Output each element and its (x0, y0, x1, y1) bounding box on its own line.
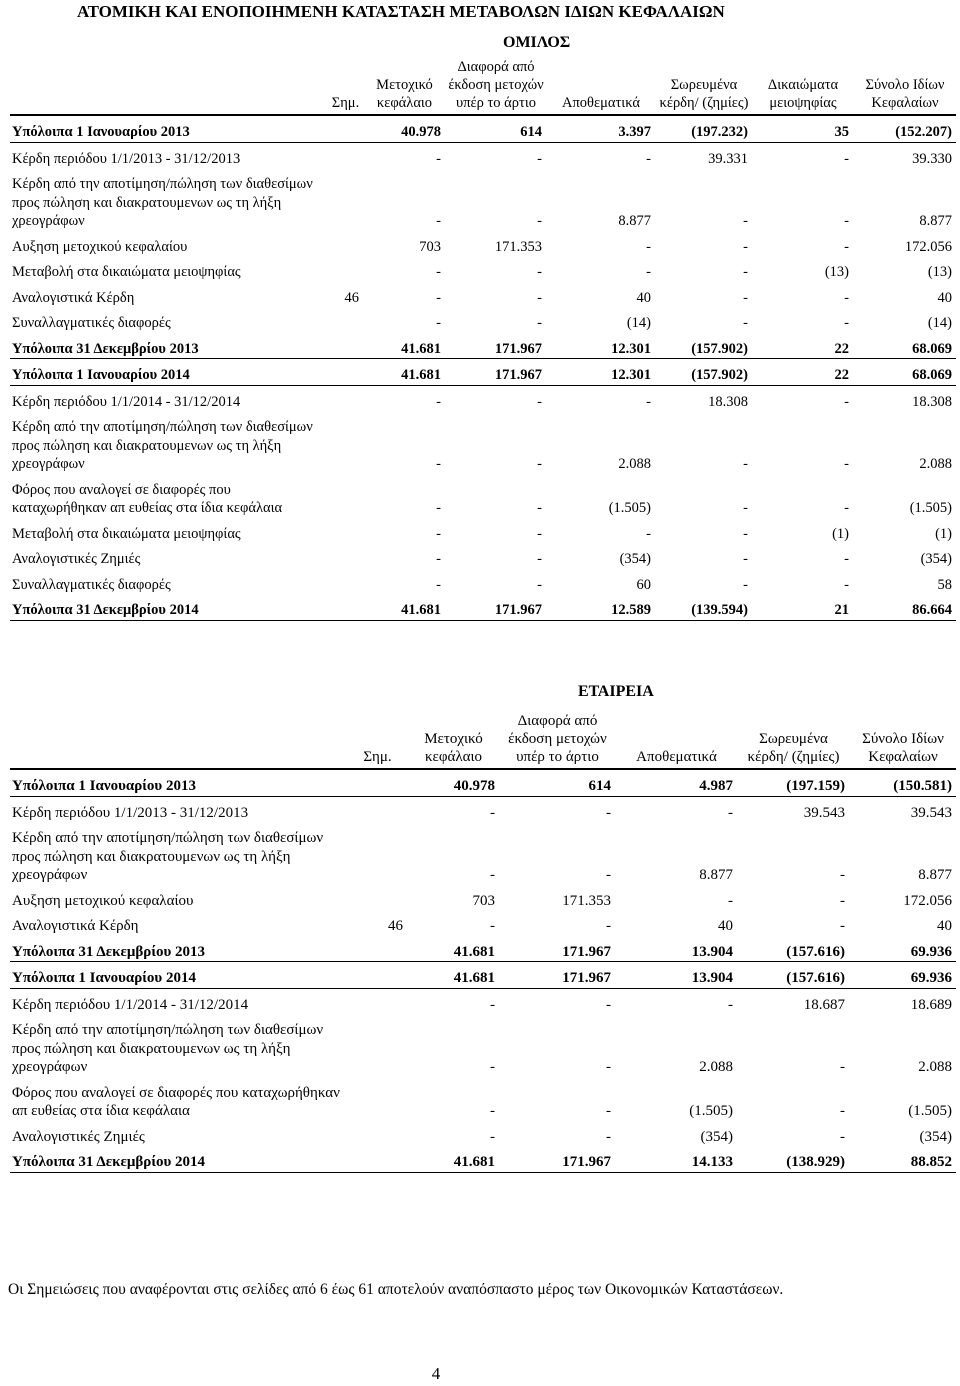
company-cell-value: 39.543 (910, 804, 952, 821)
group-cell-value: (157.902) (655, 333, 752, 359)
group-cell-value: 171.967 (445, 333, 546, 359)
company-cell-value: 2.088 (918, 1059, 952, 1075)
company-table-row (10, 796, 956, 822)
group-cell-value: - (537, 315, 542, 331)
company-row-label: Κέρδη από την αποτίμηση/πώληση των διαθεσίμων προς πώληση και διακρατουμενων ως τη λήξη χρεογράφων (12, 1022, 324, 1075)
company-cell-value: - (606, 996, 611, 1013)
group-cell-value: 172.056 (904, 238, 952, 255)
company-cell-value: - (606, 1103, 611, 1119)
company-row-note (347, 1146, 407, 1172)
company-table-row (10, 988, 956, 1014)
company-row-label: Υπόλοιπα 31 Δεκεμβρίου 2013 (10, 936, 347, 962)
group-row-note (327, 142, 363, 168)
group-cell-value: - (743, 264, 748, 280)
company-row-label: Κέρδη περιόδου 1/1/2014 - 31/12/2014 (12, 996, 249, 1013)
group-row-label: Αναλογιστικά Κέρδη (12, 289, 135, 306)
company-cell-value: 18.687 (803, 996, 845, 1013)
company-total-row (10, 962, 956, 989)
company-cell-value: - (840, 1103, 845, 1119)
company-cell-value: 88.852 (849, 1146, 956, 1172)
group-cell-value: - (436, 150, 441, 167)
group-table-row (10, 307, 956, 333)
company-cell-value: 4.987 (615, 769, 737, 796)
company-row-label: Υπόλοιπα 31 Δεκεμβρίου 2014 (10, 1146, 347, 1172)
company-cell-value: 41.681 (407, 962, 499, 989)
group-cell-value: - (537, 289, 542, 306)
company-table-row (10, 822, 956, 885)
group-cell-value: - (646, 264, 651, 280)
group-header-note: Σημ. (327, 58, 363, 115)
group-table-row (10, 231, 956, 257)
group-cell-value: (13) (824, 264, 849, 280)
company-row-note (347, 1077, 407, 1121)
group-header-total-equity: Σύνολο Ιδίων Κεφαλαίων (853, 58, 956, 115)
group-cell-value: 8.877 (919, 213, 952, 229)
company-cell-value: 171.967 (499, 936, 615, 962)
group-header-row (10, 58, 956, 115)
group-cell-value: 22 (752, 333, 853, 359)
group-cell-value: - (537, 150, 542, 167)
group-cell-value: 12.301 (546, 333, 655, 359)
company-table-row (10, 910, 956, 936)
group-row-note (327, 359, 363, 386)
group-cell-value: - (844, 576, 849, 593)
group-cell-value: 12.301 (546, 359, 655, 386)
company-cell-value: - (840, 1128, 845, 1145)
company-cell-value: - (490, 867, 495, 883)
company-row-label: Υπόλοιπα 1 Ιανουαρίου 2014 (10, 962, 347, 989)
group-row-label: Φόρος που αναλογεί σε διαφορές που καταχωρήθηκαν απ ευθείας στα ίδια κεφάλαια (12, 481, 283, 516)
company-table-body (10, 769, 956, 1172)
company-header-reserves: Αποθεματικά (615, 712, 737, 769)
group-table-row (10, 168, 956, 231)
group-row-label: Κέρδη από την αποτίμηση/πώληση των διαθεσίμων προς πώληση και διακρατουμενων ως τη λήξη χρεογράφων (12, 176, 313, 229)
company-total-row (10, 936, 956, 962)
group-cell-value: 40 (937, 289, 952, 306)
company-cell-value: - (728, 804, 733, 821)
company-row-note (347, 769, 407, 796)
company-cell-value: - (606, 1128, 611, 1145)
group-cell-value: - (743, 576, 748, 593)
group-cell-value: (14) (927, 315, 952, 331)
company-row-label: Φόρος που αναλογεί σε διαφορές που καταχωρήθηκαν απ ευθείας στα ίδια κεφάλαια (12, 1084, 340, 1119)
company-cell-value: (1.505) (908, 1103, 952, 1119)
company-cell-value: - (606, 867, 611, 883)
group-row-label: Αναλογιστικές Ζημιές (12, 551, 141, 567)
group-cell-value: 18.308 (708, 393, 748, 410)
company-cell-value: - (728, 996, 733, 1013)
company-cell-value: - (606, 804, 611, 821)
group-cell-value: (1) (935, 525, 952, 542)
group-row-label: Μεταβολή στα δικαιώματα μειοψηφίας (12, 525, 241, 542)
group-cell-value: - (646, 238, 651, 255)
group-cell-value: - (537, 264, 542, 280)
company-row-note (347, 962, 407, 989)
company-cell-value: 14.133 (615, 1146, 737, 1172)
group-cell-value: - (743, 551, 748, 567)
group-cell-value: - (537, 393, 542, 410)
company-cell-value: (354) (919, 1128, 952, 1145)
company-cell-value: 13.904 (615, 962, 737, 989)
group-header-reserves: Αποθεματικά (546, 58, 655, 115)
group-cell-value: - (743, 525, 748, 542)
company-cell-value: - (606, 918, 611, 934)
group-cell-value: 703 (419, 238, 441, 255)
group-cell-value: - (537, 525, 542, 542)
company-cell-value: - (840, 892, 845, 909)
group-cell-value: 3.397 (546, 115, 655, 142)
company-cell-value: (197.159) (737, 769, 849, 796)
company-header-label (10, 712, 347, 769)
group-row-note (327, 168, 363, 231)
company-cell-value: (354) (700, 1128, 733, 1145)
group-cell-value: 39.331 (708, 150, 748, 167)
company-row-note (347, 936, 407, 962)
company-cell-value: (157.616) (737, 936, 849, 962)
group-cell-value: (1.505) (608, 500, 651, 516)
company-cell-value: - (728, 892, 733, 909)
group-cell-value: - (844, 551, 849, 567)
company-cell-value: 41.681 (407, 936, 499, 962)
company-row-note: 46 (388, 918, 403, 934)
company-cell-value: - (490, 1128, 495, 1145)
company-cell-value: 69.936 (849, 936, 956, 962)
group-header-share-premium: Διαφορά από έκδοση μετοχών υπέρ το άρτιο (445, 58, 546, 115)
group-cell-value: - (537, 500, 542, 516)
group-row-note: 46 (344, 289, 359, 306)
group-cell-value: - (844, 456, 849, 472)
group-total-row (10, 594, 956, 620)
group-cell-value: - (436, 576, 441, 593)
group-table-body (10, 115, 956, 620)
company-row-label: Αυξηση μετοχικού κεφαλαίου (12, 892, 194, 909)
company-row-label: Κέρδη περιόδου 1/1/2013 - 31/12/2013 (12, 804, 249, 821)
company-row-note (347, 988, 407, 1014)
company-row-label: Αναλογιστικά Κέρδη (12, 918, 139, 934)
group-cell-value: 171.967 (445, 359, 546, 386)
company-cell-value: 40 (718, 918, 733, 934)
group-cell-value: - (844, 150, 849, 167)
company-cell-value: - (606, 1059, 611, 1075)
company-cell-value: - (840, 1059, 845, 1075)
group-cell-value: 171.967 (445, 594, 546, 620)
company-cell-value: 40 (937, 918, 952, 934)
group-row-note (327, 569, 363, 595)
company-cell-value: - (490, 1103, 495, 1119)
group-cell-value: (152.207) (853, 115, 956, 142)
company-cell-value: - (840, 867, 845, 883)
company-cell-value: - (840, 918, 845, 934)
group-cell-value: - (436, 456, 441, 472)
company-table-row (10, 1077, 956, 1121)
group-header-minority-interests: Δικαιώματα μειοψηφίας (752, 58, 853, 115)
company-total-row (10, 769, 956, 796)
group-row-note (327, 385, 363, 411)
page-title: ΑΤΟΜΙΚΗ ΚΑΙ ΕΝΟΠΟΙΗΜΕΝΗ ΚΑΤΑΣΤΑΣΗ ΜΕΤΑΒΟΛΩΝ ΙΔΙΩΝ ΚΕΦΑΛΑΙΩΝ (77, 2, 725, 21)
group-cell-value: - (436, 500, 441, 516)
group-cell-value: - (537, 551, 542, 567)
group-row-note (327, 307, 363, 333)
footnote: Οι Σημειώσεις που αναφέρονται στις σελίδες από 6 έως 61 αποτελούν αναπόσπαστο μέρος των Οικονομικών Καταστάσεων. (8, 1281, 784, 1298)
group-cell-value: - (743, 238, 748, 255)
group-cell-value: - (537, 213, 542, 229)
group-row-note (327, 115, 363, 142)
company-row-label: Υπόλοιπα 1 Ιανουαρίου 2013 (10, 769, 347, 796)
company-cell-value: 171.967 (499, 1146, 615, 1172)
group-row-label: Αυξηση μετοχικού κεφαλαίου (12, 238, 188, 255)
group-cell-value: - (844, 393, 849, 410)
group-row-note (327, 518, 363, 544)
group-cell-value: - (436, 551, 441, 567)
group-cell-value: (14) (626, 315, 651, 331)
company-cell-value: - (490, 996, 495, 1013)
group-row-note (327, 543, 363, 569)
company-cell-value: - (490, 804, 495, 821)
group-cell-value: - (743, 315, 748, 331)
group-row-note (327, 231, 363, 257)
group-cell-value: - (646, 525, 651, 542)
group-row-label: Υπόλοιπα 1 Ιανουαρίου 2014 (10, 359, 327, 386)
group-row-note (327, 256, 363, 282)
page-number: 4 (431, 1364, 441, 1383)
company-cell-value: 172.056 (903, 892, 952, 909)
group-table-row (10, 569, 956, 595)
company-cell-value: 703 (472, 892, 495, 909)
group-table-row (10, 142, 956, 168)
group-cell-value: 41.681 (363, 594, 445, 620)
company-cell-value: 2.088 (699, 1059, 733, 1075)
company-row-note (347, 796, 407, 822)
group-table-row (10, 518, 956, 544)
company-cell-value: 41.681 (407, 1146, 499, 1172)
group-cell-value: (354) (619, 551, 651, 567)
group-cell-value: 18.308 (912, 393, 952, 410)
group-cell-value: - (436, 264, 441, 280)
group-cell-value: - (844, 289, 849, 306)
group-header-share-capital: Μετοχικό κεφάλαιο (363, 58, 445, 115)
group-cell-value: - (436, 393, 441, 410)
group-cell-value: (13) (927, 264, 952, 280)
company-cell-value: 40.978 (407, 769, 499, 796)
company-header-share-capital: Μετοχικό κεφάλαιο (407, 712, 499, 769)
group-row-label: Υπόλοιπα 1 Ιανουαρίου 2013 (10, 115, 327, 142)
group-cell-value: 12.589 (546, 594, 655, 620)
group-cell-value: - (743, 456, 748, 472)
group-table-row (10, 474, 956, 518)
group-total-row (10, 115, 956, 142)
company-cell-value: (1.505) (689, 1103, 733, 1119)
group-cell-value: - (743, 213, 748, 229)
group-cell-value: 22 (752, 359, 853, 386)
group-cell-value: 2.088 (919, 456, 952, 472)
group-cell-value: 40 (636, 289, 651, 306)
group-cell-value: (1.505) (909, 500, 952, 516)
group-cell-value: (354) (920, 551, 952, 567)
group-cell-value: - (436, 315, 441, 331)
company-header-retained-earnings: Σωρευμένα κέρδη/ (ζημίες) (737, 712, 849, 769)
company-cell-value: - (490, 918, 495, 934)
group-cell-value: - (646, 150, 651, 167)
group-cell-value: 171.353 (494, 238, 542, 255)
company-cell-value: (157.616) (737, 962, 849, 989)
group-table-row (10, 411, 956, 474)
group-cell-value: 41.681 (363, 333, 445, 359)
group-cell-value: 68.069 (853, 333, 956, 359)
group-total-row (10, 359, 956, 386)
group-row-label: Μεταβολή στα δικαιώματα μειοψηφίας (12, 264, 241, 280)
group-row-label: Κέρδη περιόδου 1/1/2014 - 31/12/2014 (12, 393, 241, 410)
company-cell-value: 13.904 (615, 936, 737, 962)
company-row-note (347, 1014, 407, 1077)
company-table-row (10, 1121, 956, 1147)
group-cell-value: (197.232) (655, 115, 752, 142)
group-row-note (327, 333, 363, 359)
company-cell-value: 18.689 (910, 996, 952, 1013)
company-cell-value: 8.877 (918, 867, 952, 883)
group-cell-value: 86.664 (853, 594, 956, 620)
group-cell-value: - (743, 289, 748, 306)
company-cell-value: 69.936 (849, 962, 956, 989)
group-cell-value: (139.594) (655, 594, 752, 620)
group-cell-value: - (436, 525, 441, 542)
group-row-note (327, 594, 363, 620)
group-cell-value: 68.069 (853, 359, 956, 386)
company-cell-value: - (490, 1059, 495, 1075)
group-row-label: Κέρδη περιόδου 1/1/2013 - 31/12/2013 (12, 150, 241, 167)
group-cell-value: - (537, 456, 542, 472)
group-cell-value: - (436, 289, 441, 306)
company-header-row (10, 712, 956, 769)
company-equity-table (10, 712, 956, 1173)
group-cell-value: 614 (445, 115, 546, 142)
group-section-heading: ΟΜΙΛΟΣ (503, 34, 571, 51)
company-header-share-premium: Διαφορά από έκδοση μετοχών υπέρ το άρτιο (499, 712, 615, 769)
company-table-row (10, 885, 956, 911)
company-cell-value: 8.877 (699, 867, 733, 883)
group-row-label: Συναλλαγματικές διαφορές (12, 576, 171, 593)
group-table-row (10, 256, 956, 282)
group-cell-value: - (743, 500, 748, 516)
group-cell-value: - (436, 213, 441, 229)
group-cell-value: - (646, 393, 651, 410)
group-total-row (10, 333, 956, 359)
group-cell-value: (157.902) (655, 359, 752, 386)
company-cell-value: 171.353 (562, 892, 611, 909)
company-header-note: Σημ. (347, 712, 407, 769)
company-cell-value: 171.967 (499, 962, 615, 989)
group-row-label: Υπόλοιπα 31 Δεκεμβρίου 2014 (10, 594, 327, 620)
group-table-row (10, 543, 956, 569)
group-cell-value: - (844, 213, 849, 229)
group-cell-value: (1) (832, 525, 849, 542)
group-cell-value: 39.330 (912, 150, 952, 167)
company-header-total-equity: Σύνολο Ιδίων Κεφαλαίων (849, 712, 956, 769)
group-row-label: Κέρδη από την αποτίμηση/πώληση των διαθεσίμων προς πώληση και διακρατουμενων ως τη λήξη χρεογράφων (12, 419, 313, 472)
group-row-label: Υπόλοιπα 31 Δεκεμβρίου 2013 (10, 333, 327, 359)
company-cell-value: (138.929) (737, 1146, 849, 1172)
company-total-row (10, 1146, 956, 1172)
group-cell-value: 2.088 (618, 456, 651, 472)
company-row-note (347, 822, 407, 885)
group-row-note (327, 474, 363, 518)
company-row-label: Κέρδη από την αποτίμηση/πώληση των διαθεσίμων προς πώληση και διακρατουμενων ως τη λήξη χρεογράφων (12, 830, 324, 883)
group-table-row (10, 282, 956, 308)
group-row-note (327, 411, 363, 474)
group-header-retained-earnings: Σωρευμένα κέρδη/ (ζημίες) (655, 58, 752, 115)
company-row-label: Αναλογιστικές Ζημιές (12, 1128, 145, 1145)
group-cell-value: 35 (752, 115, 853, 142)
company-row-note (347, 885, 407, 911)
group-header-label (10, 58, 327, 115)
company-cell-value: 39.543 (803, 804, 845, 821)
group-table-row (10, 385, 956, 411)
group-equity-table (10, 58, 956, 621)
company-cell-value: 614 (499, 769, 615, 796)
group-cell-value: - (537, 576, 542, 593)
group-cell-value: 41.681 (363, 359, 445, 386)
company-cell-value: (150.581) (849, 769, 956, 796)
group-cell-value: 58 (937, 576, 952, 593)
group-cell-value: 40.978 (363, 115, 445, 142)
group-cell-value: - (844, 238, 849, 255)
group-cell-value: 21 (752, 594, 853, 620)
group-row-label: Συναλλαγματικές διαφορές (12, 315, 171, 331)
group-cell-value: 8.877 (618, 213, 651, 229)
group-cell-value: - (844, 500, 849, 516)
group-cell-value: 60 (636, 576, 651, 593)
company-row-note (347, 1121, 407, 1147)
group-cell-value: - (844, 315, 849, 331)
company-section-heading: ΕΤΑΙΡΕΙΑ (578, 683, 654, 700)
company-table-row (10, 1014, 956, 1077)
